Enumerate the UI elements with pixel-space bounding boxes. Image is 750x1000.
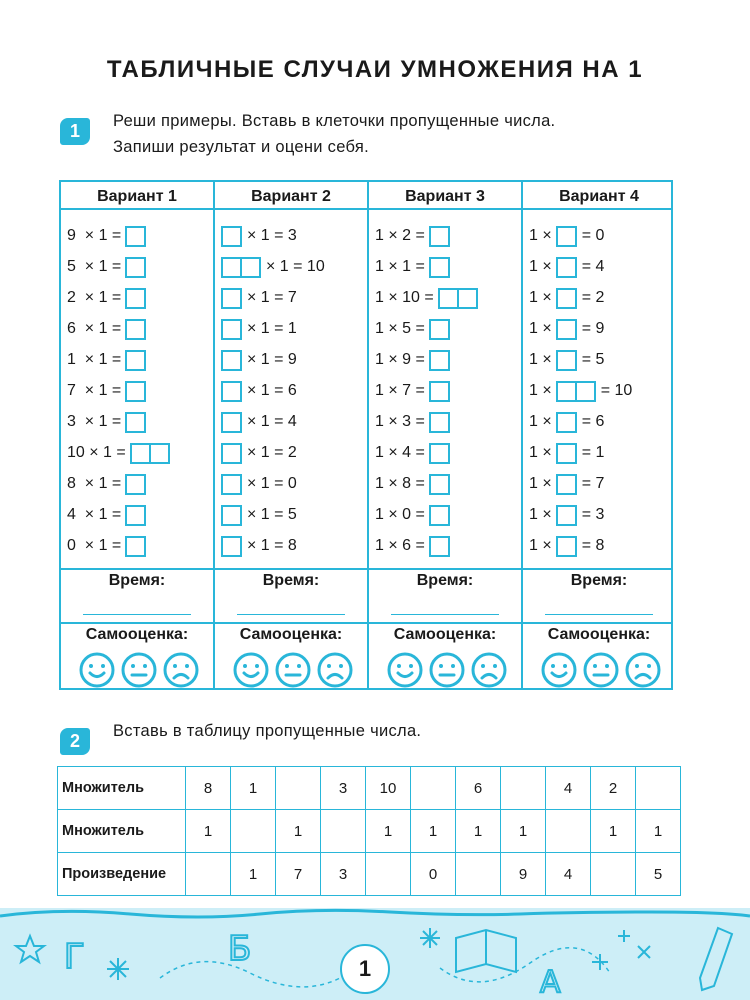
answer-box[interactable]: [125, 257, 146, 278]
equation-row: [67, 255, 146, 279]
equation-row: [221, 286, 297, 310]
task2-instructions: Вставь в таблицу пропущенные числа.: [113, 722, 422, 740]
answer-box-group: [556, 381, 596, 402]
answer-box[interactable]: [556, 288, 577, 309]
answer-box-group: [221, 536, 242, 557]
answer-box-group: [221, 381, 242, 402]
table-row: [58, 810, 681, 853]
answer-box-group: [556, 443, 577, 464]
answer-box[interactable]: [429, 319, 450, 340]
answer-box[interactable]: [556, 443, 577, 464]
equation-right-text: = 2: [581, 289, 605, 306]
table-row: [58, 853, 681, 896]
time-write-line[interactable]: [391, 614, 499, 615]
equation-left-text: 1 × 1 =: [67, 351, 122, 368]
equation-right-text: = 1: [581, 444, 605, 461]
answer-box-group: [221, 412, 242, 433]
answer-box[interactable]: [125, 412, 146, 433]
equation-row: [67, 410, 146, 434]
table-cell: 6: [456, 767, 501, 810]
equation-row: [529, 379, 632, 403]
sad-face-icon[interactable]: [625, 652, 661, 688]
empty-answer-cell[interactable]: [231, 810, 276, 853]
equation-row: [375, 317, 450, 341]
neutral-face-icon[interactable]: [429, 652, 465, 688]
table-cell: 1: [186, 810, 231, 853]
equation-left-text: 2 × 1 =: [67, 289, 122, 306]
equation-row: [529, 534, 604, 558]
time-label: Время:: [262, 572, 320, 589]
equation-row: [529, 472, 604, 496]
answer-box[interactable]: [125, 381, 146, 402]
equation-left-text: 1 × 6 =: [375, 537, 425, 554]
answer-box[interactable]: [221, 505, 242, 526]
table-cell: 1: [366, 810, 411, 853]
time-write-line[interactable]: [83, 614, 191, 615]
table-cell: 0: [411, 853, 456, 896]
table-cell: 2: [591, 767, 636, 810]
variants-grid: [59, 180, 673, 690]
task1-number-badge: 1: [60, 118, 90, 145]
table-row: [58, 767, 681, 810]
equation-row: [221, 255, 325, 279]
equation-row: [221, 348, 297, 372]
answer-box-group: [556, 474, 577, 495]
answer-box[interactable]: [221, 319, 242, 340]
answer-box[interactable]: [221, 350, 242, 371]
answer-box[interactable]: [429, 381, 450, 402]
answer-box-group: [556, 257, 577, 278]
table-cell: 4: [546, 853, 591, 896]
answer-box[interactable]: [429, 505, 450, 526]
equation-right-text: × 1 = 5: [247, 506, 297, 523]
equation-row: [375, 224, 450, 248]
table-cell: 7: [276, 853, 321, 896]
self-assessment-label: Самооценка:: [239, 626, 343, 643]
equation-right-text: = 5: [581, 351, 605, 368]
answer-box[interactable]: [429, 350, 450, 371]
answer-box-group: [438, 288, 478, 309]
equation-row: [67, 534, 146, 558]
answer-box-group: [221, 257, 261, 278]
neutral-face-icon[interactable]: [275, 652, 311, 688]
sad-face-icon[interactable]: [163, 652, 199, 688]
answer-box-group: [130, 443, 170, 464]
table-cell: 3: [321, 853, 366, 896]
table-cell: 4: [546, 767, 591, 810]
table-cell: 10: [366, 767, 411, 810]
answer-box-group: [429, 443, 450, 464]
empty-answer-cell[interactable]: [636, 767, 681, 810]
empty-answer-cell[interactable]: [501, 767, 546, 810]
equation-row: [375, 441, 450, 465]
answer-box[interactable]: [429, 257, 450, 278]
equation-row: [221, 503, 297, 527]
equation-row: [375, 286, 478, 310]
equation-left-text: 4 × 1 =: [67, 506, 122, 523]
star-icon: [16, 936, 44, 962]
equation-right-text: = 4: [581, 258, 605, 275]
answer-box[interactable]: [221, 381, 242, 402]
empty-answer-cell[interactable]: [546, 810, 591, 853]
answer-box-group: [125, 381, 146, 402]
empty-answer-cell[interactable]: [276, 767, 321, 810]
answer-box[interactable]: [438, 288, 459, 309]
equation-row: [529, 286, 604, 310]
answer-box-group: [221, 443, 242, 464]
answer-box[interactable]: [556, 257, 577, 278]
equation-row: [221, 441, 297, 465]
equation-row: [67, 441, 170, 465]
equation-row: [221, 224, 297, 248]
equation-right-text: × 1 = 0: [247, 475, 297, 492]
task1-text-line1: Реши примеры. Вставь в клеточки пропущенные числа.: [113, 112, 556, 130]
answer-box-group: [429, 536, 450, 557]
sparkle-icon: [107, 958, 129, 980]
page-number: 1: [340, 944, 390, 994]
answer-box[interactable]: [125, 288, 146, 309]
equation-row: [375, 534, 450, 558]
equation-left-text: 1 ×: [529, 351, 552, 368]
answer-box[interactable]: [221, 257, 242, 278]
answer-box-group: [125, 257, 146, 278]
answer-box-group: [221, 350, 242, 371]
equation-right-text: × 1 = 7: [247, 289, 297, 306]
happy-face-icon[interactable]: [233, 652, 269, 688]
equation-row: [529, 317, 604, 341]
equation-row: [67, 472, 146, 496]
equation-left-text: 1 × 4 =: [375, 444, 425, 461]
equation-row: [529, 503, 604, 527]
empty-answer-cell[interactable]: [591, 853, 636, 896]
answer-box[interactable]: [556, 505, 577, 526]
equation-left-text: 1 ×: [529, 413, 552, 430]
answer-box[interactable]: [130, 443, 151, 464]
equation-row: [529, 224, 604, 248]
equation-left-text: 1 ×: [529, 320, 552, 337]
answer-box-group: [221, 319, 242, 340]
equation-left-text: 5 × 1 =: [67, 258, 122, 275]
self-assessment-label: Самооценка:: [85, 626, 189, 643]
answer-box-group: [125, 288, 146, 309]
empty-answer-cell[interactable]: [321, 810, 366, 853]
equation-row: [67, 224, 146, 248]
equation-right-text: = 7: [581, 475, 605, 492]
table-cell: 1: [591, 810, 636, 853]
column-divider: [213, 182, 215, 688]
answer-box-group: [221, 505, 242, 526]
equation-left-text: 8 × 1 =: [67, 475, 122, 492]
answer-box[interactable]: [125, 505, 146, 526]
answer-box[interactable]: [125, 536, 146, 557]
answer-box-group: [429, 257, 450, 278]
happy-face-icon[interactable]: [79, 652, 115, 688]
table-cell: 1: [231, 853, 276, 896]
table-cell: 1: [231, 767, 276, 810]
equation-left-text: 1 ×: [529, 258, 552, 275]
table-cell: 1: [501, 810, 546, 853]
footer-letter-a: А: [540, 965, 561, 1000]
equation-right-text: = 8: [581, 537, 605, 554]
equation-left-text: 1 × 7 =: [375, 382, 425, 399]
math-symbols-icon: [618, 930, 650, 958]
answer-box-group: [221, 288, 242, 309]
equation-left-text: 1 ×: [529, 382, 552, 399]
equation-left-text: 1 ×: [529, 289, 552, 306]
answer-box[interactable]: [221, 443, 242, 464]
table-cell: 1: [276, 810, 321, 853]
empty-answer-cell[interactable]: [366, 853, 411, 896]
answer-box[interactable]: [221, 536, 242, 557]
equation-left-text: 1 × 5 =: [375, 320, 425, 337]
sparkle-icon: [592, 954, 608, 970]
answer-box-group: [429, 505, 450, 526]
equation-left-text: 3 × 1 =: [67, 413, 122, 430]
row-label: Множитель: [58, 767, 186, 810]
sparkle-icon: [420, 928, 440, 948]
equation-row: [67, 286, 146, 310]
task1-instructions: [113, 108, 555, 160]
equation-row: [375, 472, 450, 496]
answer-box-group: [429, 381, 450, 402]
answer-box[interactable]: [556, 381, 577, 402]
footer-letter-g: Г: [64, 937, 85, 977]
answer-box[interactable]: [457, 288, 478, 309]
answer-box[interactable]: [125, 226, 146, 247]
page-title: ТАБЛИЧНЫЕ СЛУЧАИ УМНОЖЕНИЯ НА 1: [106, 56, 644, 83]
answer-box[interactable]: [149, 443, 170, 464]
row-label: Произведение: [58, 853, 186, 896]
equation-left-text: 1 × 10 =: [375, 289, 434, 306]
multiplication-table: [57, 766, 681, 896]
time-label: Время:: [416, 572, 474, 589]
answer-box[interactable]: [556, 319, 577, 340]
equation-right-text: × 1 = 6: [247, 382, 297, 399]
row-divider: [61, 622, 671, 624]
equation-row: [221, 410, 297, 434]
happy-face-icon[interactable]: [541, 652, 577, 688]
equation-row: [529, 348, 604, 372]
answer-box-group: [125, 536, 146, 557]
answer-box-group: [556, 536, 577, 557]
column-divider: [367, 182, 369, 688]
answer-box-group: [125, 474, 146, 495]
happy-face-icon[interactable]: [387, 652, 423, 688]
answer-box[interactable]: [429, 536, 450, 557]
empty-answer-cell[interactable]: [456, 853, 501, 896]
equation-row: [375, 255, 450, 279]
equation-right-text: × 1 = 3: [247, 227, 297, 244]
answer-box-group: [125, 505, 146, 526]
equation-right-text: = 9: [581, 320, 605, 337]
equation-row: [67, 348, 146, 372]
time-label: Время:: [108, 572, 166, 589]
neutral-face-icon[interactable]: [583, 652, 619, 688]
equation-left-text: 1 × 9 =: [375, 351, 425, 368]
equation-row: [221, 472, 297, 496]
column-divider: [521, 182, 523, 688]
equation-row: [221, 317, 297, 341]
answer-box-group: [125, 226, 146, 247]
answer-box[interactable]: [556, 536, 577, 557]
equation-left-text: 1 × 3 =: [375, 413, 425, 430]
self-assessment-label: Самооценка:: [547, 626, 651, 643]
time-label: Время:: [570, 572, 628, 589]
self-assessment-label: Самооценка:: [393, 626, 497, 643]
equation-row: [67, 503, 146, 527]
sad-face-icon[interactable]: [317, 652, 353, 688]
equation-row: [529, 410, 604, 434]
equation-right-text: × 1 = 10: [266, 258, 325, 275]
equation-right-text: × 1 = 1: [247, 320, 297, 337]
equation-row: [529, 255, 604, 279]
answer-box-group: [429, 319, 450, 340]
footer-letter-b: Б: [228, 929, 252, 969]
equation-row: [375, 410, 450, 434]
equation-right-text: × 1 = 9: [247, 351, 297, 368]
answer-box-group: [125, 319, 146, 340]
answer-box-group: [556, 226, 577, 247]
equation-left-text: 1 ×: [529, 537, 552, 554]
answer-box[interactable]: [125, 350, 146, 371]
equation-row: [67, 379, 146, 403]
equation-right-text: = 0: [581, 227, 605, 244]
equation-row: [529, 441, 604, 465]
answer-box-group: [125, 412, 146, 433]
answer-box[interactable]: [556, 226, 577, 247]
empty-answer-cell[interactable]: [411, 767, 456, 810]
neutral-face-icon[interactable]: [121, 652, 157, 688]
equation-row: [375, 379, 450, 403]
variant-header: Вариант 2: [251, 188, 331, 205]
equation-row: [221, 379, 297, 403]
equation-left-text: 1 × 0 =: [375, 506, 425, 523]
answer-box-group: [429, 474, 450, 495]
table-cell: 9: [501, 853, 546, 896]
pencil-icon: [700, 928, 732, 990]
table-cell: 1: [411, 810, 456, 853]
answer-box[interactable]: [575, 381, 596, 402]
task1-text-line2: Запиши результат и оцени себя.: [113, 138, 370, 156]
equation-left-text: 6 × 1 =: [67, 320, 122, 337]
equation-left-text: 1 × 1 =: [375, 258, 425, 275]
equation-left-text: 1 ×: [529, 227, 552, 244]
equation-row: [67, 317, 146, 341]
equation-right-text: × 1 = 2: [247, 444, 297, 461]
equation-left-text: 1 ×: [529, 475, 552, 492]
variant-header: Вариант 4: [559, 188, 639, 205]
variant-header: Вариант 1: [97, 188, 177, 205]
equation-left-text: 0 × 1 =: [67, 537, 122, 554]
answer-box-group: [429, 226, 450, 247]
table-cell: 5: [636, 853, 681, 896]
equation-left-text: 1 × 8 =: [375, 475, 425, 492]
answer-box-group: [221, 226, 242, 247]
answer-box[interactable]: [125, 474, 146, 495]
equation-left-text: 7 × 1 =: [67, 382, 122, 399]
answer-box[interactable]: [221, 474, 242, 495]
answer-box-group: [429, 412, 450, 433]
time-write-line[interactable]: [237, 614, 345, 615]
equation-right-text: = 3: [581, 506, 605, 523]
answer-box-group: [429, 350, 450, 371]
equation-right-text: = 6: [581, 413, 605, 430]
answer-box[interactable]: [221, 226, 242, 247]
equation-right-text: × 1 = 8: [247, 537, 297, 554]
answer-box-group: [556, 319, 577, 340]
answer-box-group: [556, 350, 577, 371]
answer-box[interactable]: [221, 412, 242, 433]
answer-box[interactable]: [429, 474, 450, 495]
equation-left-text: 1 ×: [529, 506, 552, 523]
footer-wave-line: [0, 910, 750, 917]
row-divider: [61, 568, 671, 570]
open-book-icon: [456, 930, 516, 972]
answer-box[interactable]: [556, 474, 577, 495]
answer-box-group: [556, 412, 577, 433]
answer-box-group: [556, 288, 577, 309]
answer-box[interactable]: [429, 226, 450, 247]
answer-box[interactable]: [556, 350, 577, 371]
sad-face-icon[interactable]: [471, 652, 507, 688]
table-cell: 1: [456, 810, 501, 853]
answer-box-group: [221, 474, 242, 495]
equation-left-text: 9 × 1 =: [67, 227, 122, 244]
equation-left-text: 1 × 2 =: [375, 227, 425, 244]
answer-box[interactable]: [125, 319, 146, 340]
equation-left-text: 1 ×: [529, 444, 552, 461]
table-cell: 8: [186, 767, 231, 810]
empty-answer-cell[interactable]: [186, 853, 231, 896]
answer-box-group: [125, 350, 146, 371]
answer-box[interactable]: [429, 443, 450, 464]
answer-box[interactable]: [429, 412, 450, 433]
equation-row: [375, 503, 450, 527]
time-write-line[interactable]: [545, 614, 653, 615]
answer-box[interactable]: [240, 257, 261, 278]
equation-left-text: 10 × 1 =: [67, 444, 126, 461]
equation-row: [375, 348, 450, 372]
row-label: Множитель: [58, 810, 186, 853]
equation-right-text: = 10: [600, 382, 633, 399]
variant-header: Вариант 3: [405, 188, 485, 205]
table-cell: 1: [636, 810, 681, 853]
equation-right-text: × 1 = 4: [247, 413, 297, 430]
answer-box-group: [556, 505, 577, 526]
answer-box[interactable]: [221, 288, 242, 309]
task2-number-badge: 2: [60, 728, 90, 755]
equation-row: [221, 534, 297, 558]
answer-box[interactable]: [556, 412, 577, 433]
footer-dashed-swirl: [440, 948, 610, 982]
table-cell: 3: [321, 767, 366, 810]
